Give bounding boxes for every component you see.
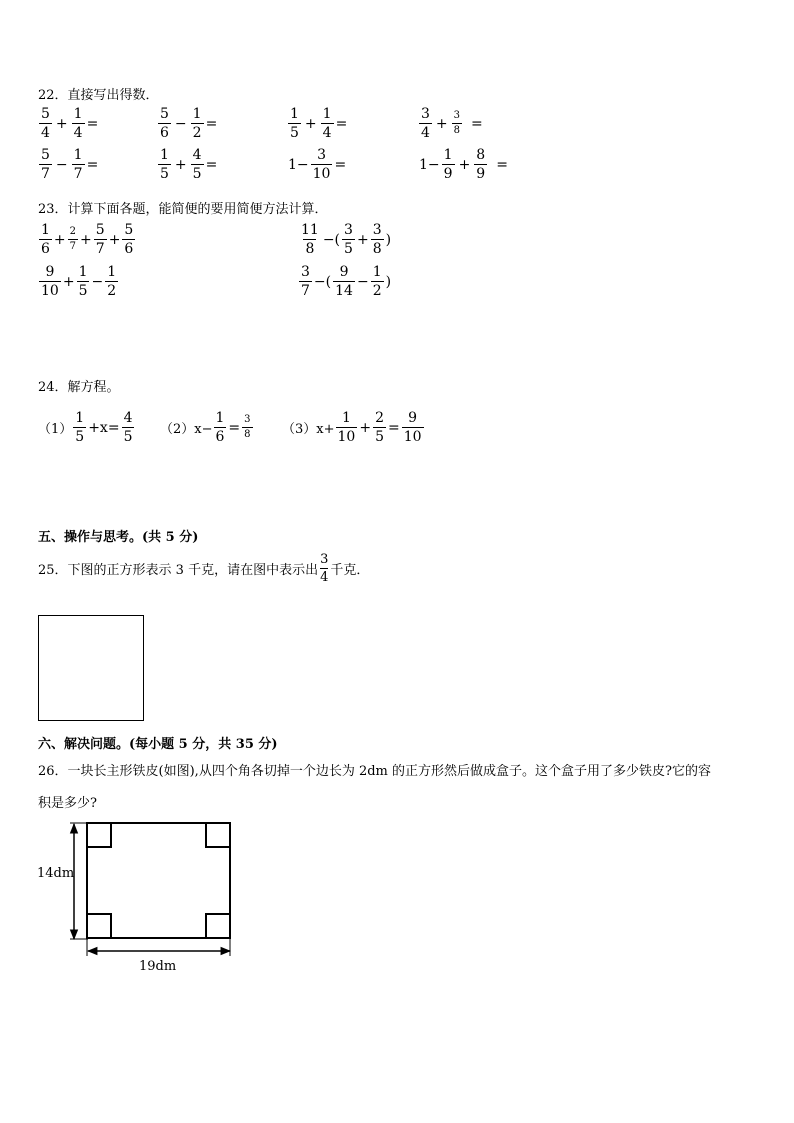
denominator: 2: [192, 125, 202, 141]
fraction: [94, 223, 107, 256]
q23-title: 23．计算下面各题，能简便的要用简便方法计算．: [38, 202, 328, 217]
operator: =: [471, 115, 483, 132]
fraction: [39, 148, 52, 181]
operator: =: [86, 156, 99, 173]
q26-width-label: 19dm: [139, 959, 177, 974]
fraction: [72, 148, 85, 181]
numerator: 9: [408, 410, 418, 426]
denominator: 2: [372, 283, 382, 299]
numerator: 1: [372, 264, 382, 280]
q23-expression-3: [38, 265, 119, 298]
q24-eq1-label: （1）: [38, 422, 73, 437]
numerator: 2: [375, 410, 384, 426]
denominator: 7: [95, 241, 105, 257]
q23-expression-2: [298, 223, 392, 256]
operator: 1−: [288, 156, 309, 173]
q22-title: 22．直接写出得数．: [38, 88, 159, 103]
fraction: [288, 107, 301, 140]
operator: =: [335, 115, 348, 132]
operator: +: [435, 115, 448, 132]
numerator: 1: [78, 264, 88, 280]
operator: −: [174, 115, 187, 132]
denominator: 7: [73, 166, 83, 182]
operator: +x=: [88, 419, 120, 436]
fraction: [39, 265, 61, 298]
operator: +: [55, 115, 68, 132]
denominator: 10: [312, 166, 331, 182]
denominator: 2: [107, 283, 117, 299]
q22-expression: [418, 148, 509, 181]
denominator: 8: [372, 241, 382, 257]
denominator: 6: [41, 241, 50, 257]
operator: =: [387, 419, 400, 436]
q24-title: 24．解方程。: [38, 380, 120, 395]
operator: −(: [313, 273, 332, 290]
denominator: 10: [403, 429, 422, 445]
denominator: 8: [305, 241, 315, 257]
denominator: 7: [69, 241, 77, 252]
fraction: [419, 107, 432, 140]
fraction: [333, 265, 355, 298]
q26-sheet-diagram: [36, 818, 246, 978]
denominator: 5: [290, 125, 299, 141]
denominator: 10: [41, 283, 59, 299]
numerator: 1: [160, 147, 169, 163]
operator: −: [55, 156, 68, 173]
q22-expression: [38, 107, 99, 140]
fraction: [442, 148, 455, 181]
numerator: 11: [301, 222, 319, 238]
operator: +: [356, 231, 369, 248]
numerator: 5: [41, 106, 50, 122]
numerator: 3: [421, 106, 430, 122]
numerator: 1: [341, 410, 351, 426]
numerator: 1: [215, 410, 225, 426]
operator: +: [359, 419, 372, 436]
fraction: [39, 107, 52, 140]
fraction: [191, 148, 204, 181]
q26-line-1: 26．一块长主形铁皮(如图),从四个角各切掉一个边长为 2dm 的正方形然后做成盒子。这个盒子用了多少铁皮?它的容: [38, 764, 711, 779]
fraction: [474, 148, 487, 181]
numerator: 1: [41, 222, 50, 238]
denominator: 6: [160, 125, 169, 141]
q22-expression: [157, 107, 218, 140]
fraction: [321, 107, 334, 140]
q26-corner-square-tl: [87, 823, 111, 847]
operator: +: [458, 156, 471, 173]
operator: =: [205, 156, 218, 173]
operator: =: [228, 419, 241, 436]
numerator: 2: [69, 226, 77, 237]
operator: ): [385, 273, 392, 290]
fraction: [73, 411, 86, 444]
numerator: 4: [123, 410, 133, 426]
fraction: [373, 411, 386, 444]
q22-expression: [157, 148, 218, 181]
fraction: [158, 148, 171, 181]
numerator: 5: [124, 222, 134, 238]
fraction: [158, 107, 171, 140]
q26-rectangle: [87, 823, 230, 938]
fraction: [342, 223, 355, 256]
fraction: [371, 265, 384, 298]
q24-eq2-label: （2）x−: [160, 422, 213, 437]
fraction: [72, 107, 85, 140]
denominator: 5: [192, 166, 202, 182]
fraction: [214, 411, 227, 444]
q24-equation-1: [38, 411, 135, 444]
fraction: [77, 265, 90, 298]
numerator: 1: [192, 106, 202, 122]
denominator: 14: [335, 283, 353, 299]
q26-corner-square-bl: [87, 914, 111, 938]
numerator: 1: [107, 264, 117, 280]
denominator: 4: [322, 125, 332, 141]
section-5-heading: 五、操作与思考。(共 5 分): [38, 530, 199, 545]
q25-text-after: 千克．: [330, 563, 370, 578]
fraction: [311, 148, 333, 181]
numerator: 5: [95, 222, 105, 238]
numerator: 9: [339, 264, 349, 280]
numerator: 9: [45, 264, 55, 280]
operator: =: [86, 115, 99, 132]
operator: +: [80, 231, 92, 248]
numerator: 1: [73, 147, 83, 163]
denominator: 4: [41, 125, 50, 141]
denominator: 10: [337, 429, 356, 445]
numerator: 3: [244, 414, 251, 425]
denominator: 5: [375, 429, 384, 445]
q24-equation-3: [282, 411, 425, 444]
denominator: 5: [75, 429, 85, 445]
fraction: [402, 411, 424, 444]
denominator: 6: [124, 241, 134, 257]
operator: +: [108, 231, 121, 248]
fraction: [122, 411, 135, 444]
q22-expression: [287, 148, 347, 181]
q25-text: [38, 553, 369, 584]
fraction: [371, 223, 384, 256]
q26-line-2: 积是多少?: [38, 796, 97, 811]
operator: ): [385, 231, 392, 248]
numerator: 1: [290, 106, 299, 122]
q22-expression: [287, 107, 348, 140]
fraction: [68, 227, 78, 252]
denominator: 5: [344, 241, 353, 257]
operator: −: [356, 273, 369, 290]
operator: +: [62, 273, 75, 290]
q26-corner-square-br: [206, 914, 230, 938]
fraction: [299, 265, 312, 298]
fraction: [105, 265, 118, 298]
numerator: 3: [344, 222, 353, 238]
fraction: [122, 223, 135, 256]
numerator: 1: [443, 147, 453, 163]
q25-square: [38, 615, 144, 721]
numerator: 1: [75, 410, 85, 426]
operator: +: [304, 115, 317, 132]
numerator: 3: [317, 147, 327, 163]
denominator: 8: [453, 125, 461, 136]
operator: −: [91, 273, 104, 290]
operator: −(: [322, 231, 341, 248]
denominator: 4: [421, 125, 430, 141]
q26-height-label: 14dm: [37, 866, 75, 881]
q26-corner-square-tr: [206, 823, 230, 847]
numerator: 3: [301, 264, 310, 280]
fraction: [336, 411, 358, 444]
denominator: 5: [123, 429, 133, 445]
operator: =: [496, 156, 508, 173]
q22-expression: [38, 148, 99, 181]
denominator: 9: [443, 166, 453, 182]
denominator: 8: [244, 429, 251, 440]
q25-fraction: $\frac{3}{4}$: [320, 552, 329, 585]
fraction: [452, 111, 462, 136]
fraction: [191, 107, 204, 140]
fraction: [299, 223, 321, 256]
numerator: 1: [322, 106, 332, 122]
denominator: 7: [41, 166, 50, 182]
numerator: 5: [41, 147, 50, 163]
q23-expression-4: [298, 265, 392, 298]
operator: =: [205, 115, 218, 132]
numerator: 8: [476, 147, 486, 163]
q24-eq3-label: （3）x+: [282, 422, 335, 437]
denominator: 6: [215, 429, 225, 445]
fraction: [39, 223, 52, 256]
operator: +: [174, 156, 187, 173]
numerator: 1: [73, 106, 83, 122]
operator: +: [53, 231, 66, 248]
q23-expression-1: [38, 223, 136, 256]
q25-text-before: 25．下图的正方形表示 3 千克，请在图中表示出: [38, 563, 319, 578]
q22-expression: [418, 107, 484, 140]
denominator: 4: [73, 125, 83, 141]
operator: =: [334, 156, 347, 173]
fraction: [242, 415, 252, 440]
q24-equation-2: [160, 411, 254, 444]
section-6-heading: 六、解决问题。(每小题 5 分，共 35 分): [38, 737, 278, 752]
denominator: 5: [78, 283, 88, 299]
numerator: 5: [160, 106, 169, 122]
numerator: 3: [453, 110, 461, 121]
operator: 1−: [419, 156, 440, 173]
numerator: 3: [372, 222, 382, 238]
denominator: 7: [301, 283, 310, 299]
denominator: 9: [476, 166, 486, 182]
numerator: 4: [192, 147, 202, 163]
denominator: 5: [160, 166, 169, 182]
